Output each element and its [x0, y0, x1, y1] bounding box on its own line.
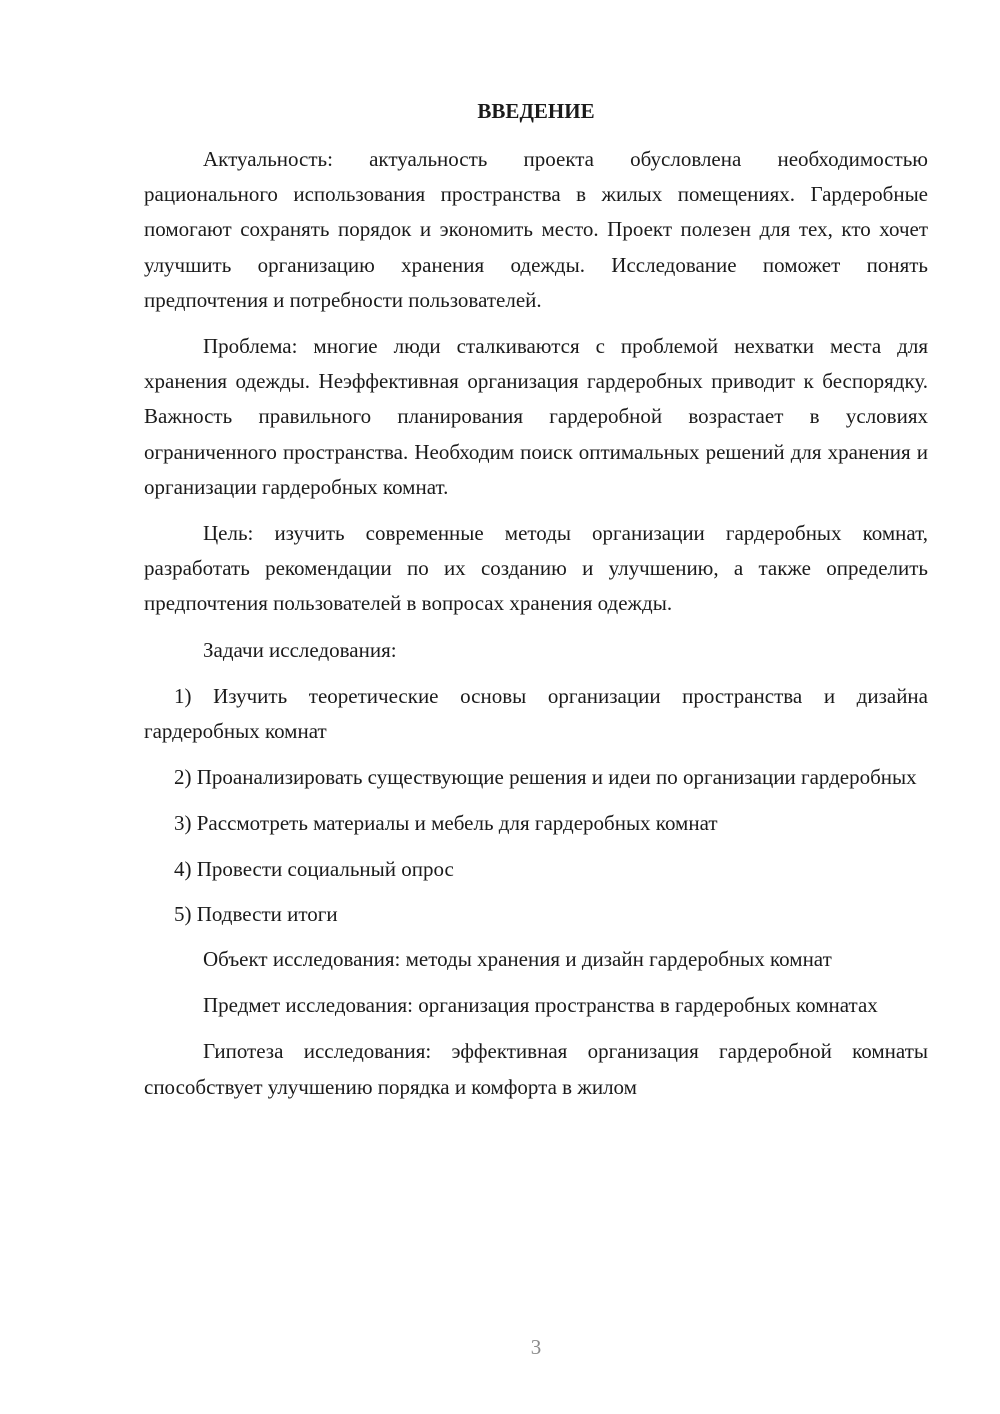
page-title: ВВЕДЕНИЕ: [477, 99, 595, 123]
page-number: 3: [530, 1335, 542, 1359]
paragraph-subject: Предмет исследования: организация пространства в гардеробных комнатах: [203, 993, 878, 1018]
task-item-3: 3) Рассмотреть материалы и мебель для гардеробных комнат: [174, 811, 718, 836]
paragraph-problem: Проблема: многие люди сталкиваются с проблемой нехватки места для хранения одежды. Неэффективная организация гардеробных приводит к беспорядку. Важность правильного планирования гардеробной возрастает в условиях ограниченного пространства. Необходим поиск оптимальных решений для хранения и организации гардеробных комнат.: [144, 334, 928, 499]
task-item-2: 2) Проанализировать существующие решения и идеи по организации гардеробных: [174, 765, 917, 790]
paragraph-object: Объект исследования: методы хранения и дизайн гардеробных комнат: [203, 947, 832, 972]
document-body: [144, 142, 928, 1116]
task-item-1: 1) Изучить теоретические основы организации пространства и дизайна гардеробных комнат: [144, 683, 928, 744]
paragraph-relevance: Актуальность: актуальность проекта обусловлена необходимостью рационального использования пространства в жилых помещениях. Гардеробные помогают сохранять порядок и экономить место. Проект полезен для тех, кто хочет улучшить организацию хранения одежды. Исследование поможет понять предпочтения и потребности пользователей.: [144, 147, 928, 312]
paragraph-hypothesis: Гипотеза исследования: эффективная организация гардеробной комнаты способствует улучшению порядка и комфорта в жилом: [144, 1039, 928, 1099]
task-item-4: 4) Провести социальный опрос: [174, 856, 454, 881]
paragraph-goal: Цель: изучить современные методы организации гардеробных комнат, разработать рекомендации по их созданию и улучшению, а также определить предпочтения пользователей в вопросах хранения одежды.: [144, 521, 928, 616]
task-item-5: 5) Подвести итоги: [174, 901, 338, 926]
paragraph-tasks-heading: Задачи исследования:: [203, 637, 397, 662]
